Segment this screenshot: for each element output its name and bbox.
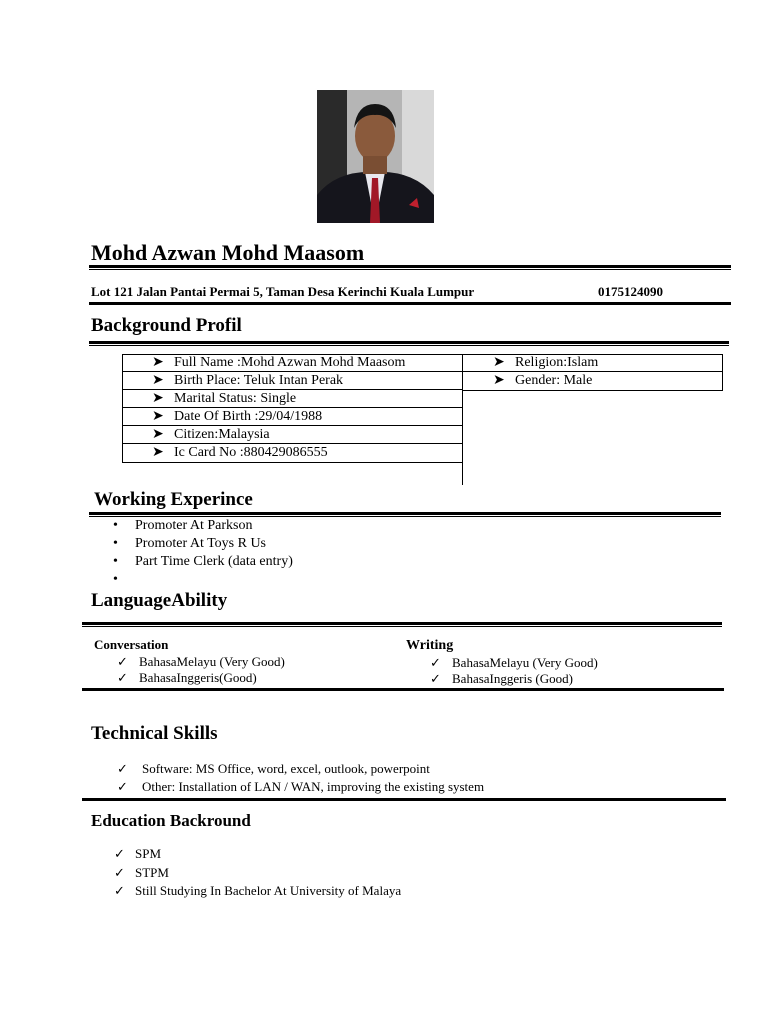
check-icon: ✓ <box>117 779 128 794</box>
profile-birth-place: Birth Place: Teluk Intan Perak <box>174 373 344 388</box>
section-title-language: LanguageAbility <box>91 590 228 611</box>
education-item: SPM <box>135 846 162 861</box>
profile-marital-status: Marital Status: Single <box>174 391 297 406</box>
section-title-work: Working Experince <box>94 489 253 510</box>
check-icon: ✓ <box>114 846 125 861</box>
divider <box>89 302 731 305</box>
arrow-bullet-icon: ➤ <box>152 445 164 460</box>
work-item: Promoter At Toys R Us <box>135 536 266 551</box>
education-item: Still Studying In Bachelor At University of Malaya <box>135 883 402 898</box>
check-icon: ✓ <box>114 865 125 880</box>
check-icon: ✓ <box>117 670 128 685</box>
arrow-bullet-icon: ➤ <box>152 355 164 370</box>
address: Lot 121 Jalan Pantai Permai 5, Taman Desa Kerinchi Kuala Lumpur <box>91 284 475 299</box>
bullet-dot-icon: • <box>113 554 118 569</box>
divider <box>89 341 729 344</box>
arrow-bullet-icon: ➤ <box>152 409 164 424</box>
profile-photo <box>317 90 434 223</box>
bullet-dot-icon: • <box>113 518 118 533</box>
divider <box>89 269 731 270</box>
check-icon: ✓ <box>114 883 125 898</box>
profile-citizen: Citizen:Malaysia <box>174 427 270 442</box>
arrow-bullet-icon: ➤ <box>493 373 505 388</box>
technical-item: Other: Installation of LAN / WAN, improving the existing system <box>142 779 485 794</box>
arrow-bullet-icon: ➤ <box>152 373 164 388</box>
profile-date-of-birth: Date Of Birth :29/04/1988 <box>174 409 323 424</box>
check-icon: ✓ <box>117 654 128 669</box>
conversation-label: Conversation <box>94 637 169 652</box>
phone-number: 0175124090 <box>598 284 663 299</box>
divider <box>82 798 726 801</box>
writing-item: BahasaInggeris (Good) <box>452 671 573 686</box>
divider <box>89 512 721 515</box>
divider <box>82 688 724 691</box>
writing-item: BahasaMelayu (Very Good) <box>452 655 598 670</box>
divider <box>89 345 729 346</box>
education-item: STPM <box>135 865 169 880</box>
check-icon: ✓ <box>117 761 128 776</box>
section-title-background: Background Profil <box>91 315 242 336</box>
divider <box>82 622 722 625</box>
work-item: Part Time Clerk (data entry) <box>135 554 293 569</box>
arrow-bullet-icon: ➤ <box>493 355 505 370</box>
work-item: Promoter At Parkson <box>135 518 253 533</box>
profile-ic-card: Ic Card No :880429086555 <box>174 445 328 460</box>
section-title-technical: Technical Skills <box>91 723 218 744</box>
bullet-dot-icon: • <box>113 536 118 551</box>
check-icon: ✓ <box>430 655 441 670</box>
arrow-bullet-icon: ➤ <box>152 427 164 442</box>
profile-religion: Religion:Islam <box>515 355 599 370</box>
divider <box>82 626 722 627</box>
bullet-dot-icon: • <box>113 572 118 587</box>
arrow-bullet-icon: ➤ <box>152 391 164 406</box>
conversation-item: BahasaInggeris(Good) <box>139 670 257 685</box>
candidate-name: Mohd Azwan Mohd Maasom <box>91 240 365 265</box>
divider <box>89 265 731 268</box>
technical-item: Software: MS Office, word, excel, outlook, powerpoint <box>142 761 430 776</box>
profile-gender: Gender: Male <box>515 373 593 388</box>
section-title-education: Education Backround <box>91 811 251 830</box>
check-icon: ✓ <box>430 671 441 686</box>
conversation-item: BahasaMelayu (Very Good) <box>139 654 285 669</box>
profile-full-name: Full Name :Mohd Azwan Mohd Maasom <box>174 355 406 370</box>
writing-label: Writing <box>406 638 454 653</box>
